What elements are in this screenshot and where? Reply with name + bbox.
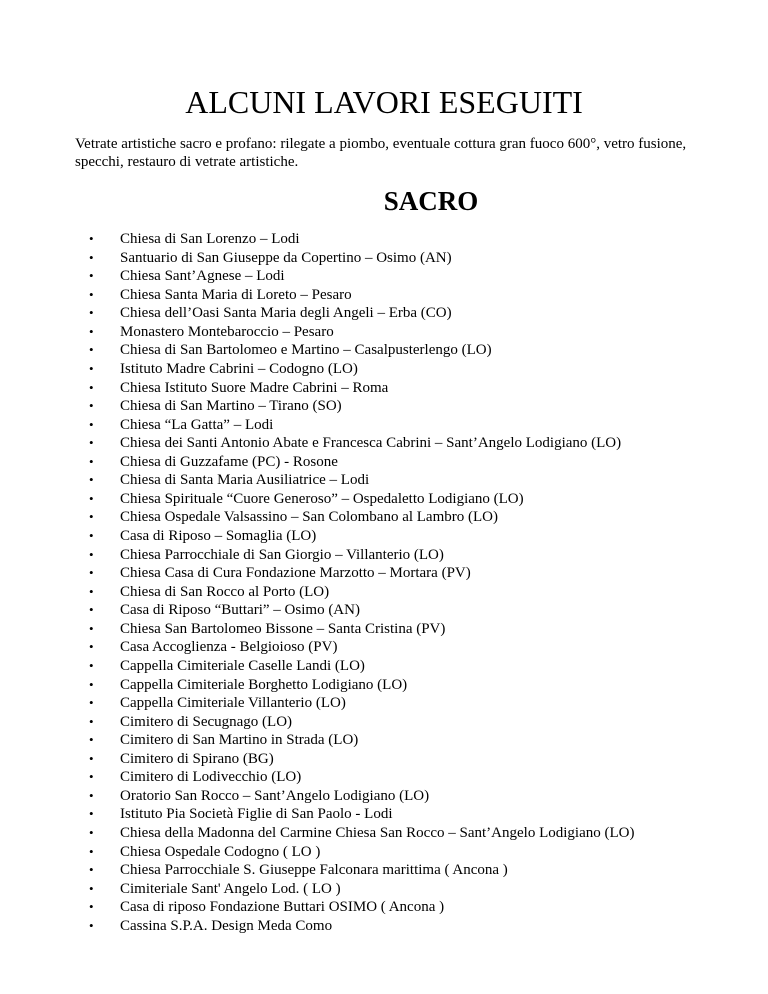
list-item-text: Chiesa di Santa Maria Ausiliatrice – Lodi — [120, 472, 370, 489]
bullet-icon: • — [89, 360, 94, 376]
bullet-icon: • — [89, 509, 94, 525]
bullet-icon: • — [89, 286, 94, 302]
list-item-text: Chiesa “La Gatta” – Lodi — [120, 416, 274, 433]
list-item-text: Istituto Madre Cabrini – Codogno (LO) — [120, 360, 358, 377]
bullet-icon: • — [89, 639, 94, 655]
bullet-icon: • — [89, 472, 94, 488]
bullet-icon: • — [89, 917, 94, 933]
list-item-text: Santuario di San Giuseppe da Copertino – Osimo (AN) — [120, 249, 452, 266]
bullet-icon: • — [89, 435, 94, 451]
list-item-text: Chiesa della Madonna del Carmine Chiesa San Rocco – Sant’Angelo Lodigiano (LO) — [120, 825, 635, 841]
bullet-icon: • — [89, 732, 94, 748]
list-item-text: Chiesa Spirituale “Cuore Generoso” – Ospedaletto Lodigiano (LO) — [120, 490, 524, 507]
bullet-icon: • — [89, 231, 94, 246]
list-item-text: Casa di Riposo – Somaglia (LO) — [120, 528, 317, 544]
bullet-icon: • — [89, 806, 94, 822]
list-item-text: Chiesa Casa di Cura Fondazione Marzotto – Mortara (PV) — [120, 565, 471, 582]
bullet-icon: • — [89, 899, 94, 915]
bullet-icon: • — [89, 528, 94, 543]
bullet-icon: • — [89, 862, 94, 878]
list-item-text: Cappella Cimiteriale Borghetto Lodigiano (LO) — [120, 676, 408, 693]
list-item-text: Chiesa Sant’Agnese – Lodi — [120, 268, 285, 285]
list-item-text: Cimiteriale Sant' Angelo Lod. ( LO ) — [120, 880, 341, 897]
bullet-icon: • — [89, 843, 94, 859]
list-item-text: Chiesa Parrocchiale di San Giorgio – Villanterio (LO) — [120, 546, 444, 563]
bullet-icon: • — [89, 305, 94, 321]
list-item-text: Chiesa Parrocchiale S. Giuseppe Falconara marittima ( Ancona ) — [120, 862, 508, 879]
bullet-icon: • — [89, 490, 94, 506]
list-item-text: Chiesa San Bartolomeo Bissone – Santa Cristina (PV) — [120, 620, 446, 637]
list-item-text: Cimitero di Secugnago (LO) — [120, 713, 293, 730]
list-item-text: Chiesa di San Rocco al Porto (LO) — [120, 583, 330, 600]
list-item-text: Casa di Riposo “Buttari” – Osimo (AN) — [120, 602, 360, 619]
list-item-text: Cappella Cimiteriale Villanterio (LO) — [120, 695, 346, 712]
list-item-text: Cimitero di San Martino in Strada (LO) — [120, 732, 359, 749]
bullet-icon: • — [89, 620, 94, 636]
list-item-text: Chiesa di San Bartolomeo e Martino – Casalpusterlengo (LO) — [120, 342, 492, 359]
bullet-icon: • — [89, 676, 94, 692]
list-item-text: Chiesa dei Santi Antonio Abate e Francesca Cabrini – Sant’Angelo Lodigiano (LO) — [120, 435, 622, 452]
list-item-text: Chiesa di San Martino – Tirano (SO) — [120, 398, 342, 415]
intro-paragraph: Vetrate artistiche sacro e profano: rilegate a piombo, eventuale cottura gran fuoco 600°, vetro fusione, specchi, restauro di vetrate artistiche. — [75, 136, 687, 170]
page-title: ALCUNI LAVORI ESEGUITI — [185, 84, 583, 120]
bullet-icon: • — [89, 880, 94, 896]
bullet-icon: • — [89, 268, 94, 284]
bullet-icon: • — [89, 379, 94, 395]
bullet-icon: • — [89, 769, 94, 785]
bullet-icon: • — [89, 787, 94, 803]
section-heading-sacro: SACRO — [383, 186, 479, 216]
list-item-text: Istituto Pia Società Figlie di San Paolo - Lodi — [120, 806, 393, 823]
bullet-icon: • — [89, 657, 94, 673]
list-item-text: Oratorio San Rocco – Sant’Angelo Lodigiano (LO) — [120, 787, 430, 804]
bullet-icon: • — [89, 323, 94, 339]
bullet-icon: • — [89, 342, 94, 358]
list-item-text: Cimitero di Lodivecchio (LO) — [120, 769, 302, 786]
list-item-text: Chiesa dell’Oasi Santa Maria degli Angeli – Erba (CO) — [120, 305, 452, 322]
list-item-text: Cimitero di Spirano (BG) — [120, 750, 274, 767]
bullet-icon: • — [89, 583, 94, 599]
list-item-text: Casa di riposo Fondazione Buttari OSIMO ( Ancona ) — [120, 899, 445, 916]
list-item-text: Casa Accoglienza - Belgioioso (PV) — [120, 639, 338, 656]
bullet-icon: • — [89, 249, 94, 265]
bullet-icon: • — [89, 825, 94, 840]
bullet-icon: • — [89, 453, 94, 469]
bullet-icon: • — [89, 602, 94, 618]
bullet-icon: • — [89, 695, 94, 711]
list-item-text: Chiesa di San Lorenzo – Lodi — [120, 231, 300, 247]
bullet-icon: • — [89, 416, 94, 432]
list-item-text: Chiesa Ospedale Codogno ( LO ) — [120, 843, 321, 860]
bullet-icon: • — [89, 546, 94, 562]
bullet-icon: • — [89, 565, 94, 581]
list-item-text: Chiesa Ospedale Valsassino – San Colombano al Lambro (LO) — [120, 509, 498, 526]
bullet-icon: • — [89, 398, 94, 414]
list-item-text: Cassina S.P.A. Design Meda Como — [120, 917, 333, 934]
list-item-text: Monastero Montebaroccio – Pesaro — [120, 323, 334, 340]
list-item-text: Chiesa Istituto Suore Madre Cabrini – Roma — [120, 379, 389, 396]
list-item-text: Chiesa Santa Maria di Loreto – Pesaro — [120, 286, 352, 303]
bullet-icon: • — [89, 750, 94, 766]
bullet-icon: • — [89, 713, 94, 729]
list-item-text: Chiesa di Guzzafame (PC) - Rosone — [120, 453, 338, 470]
list-item-text: Cappella Cimiteriale Caselle Landi (LO) — [120, 657, 365, 674]
